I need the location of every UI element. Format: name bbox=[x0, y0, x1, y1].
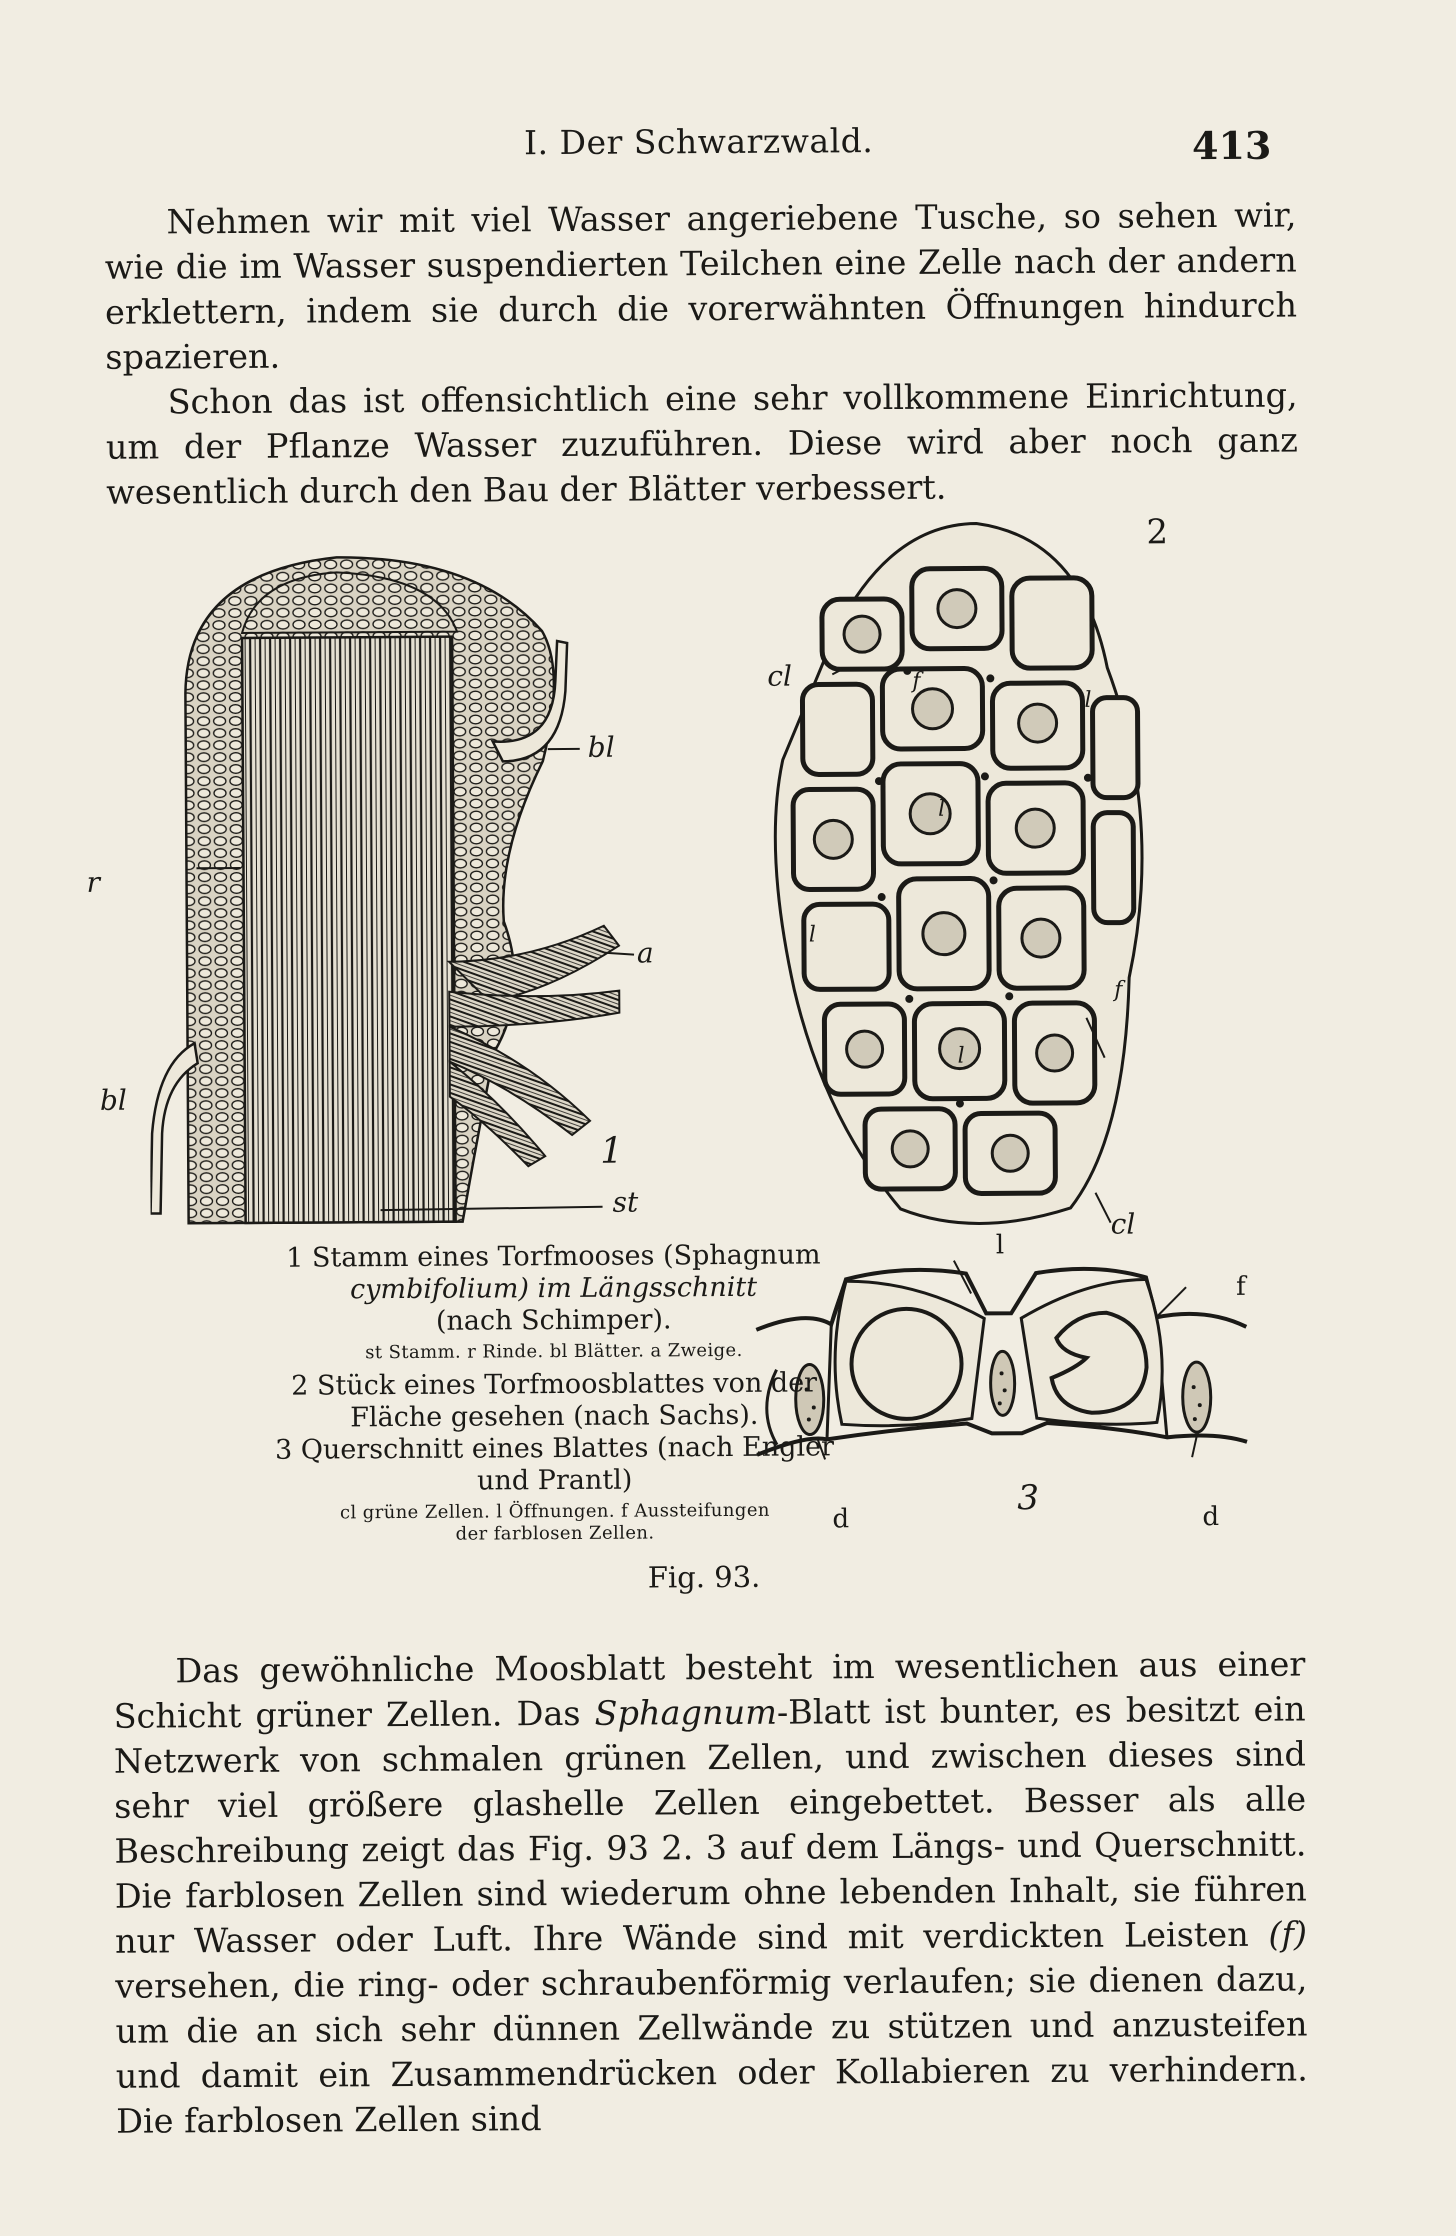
label-d-left: d bbox=[832, 1504, 849, 1534]
paragraph-3-part-3: versehen, die ring- oder schraubenförmig verlaufen; sie dienen dazu, um die an sich sehr dünnen Zellwände zu stützen und anzusteifen und damit ein Zusammendrücken oder Kollabieren zu verhindern. Die farblosen Zellen sind bbox=[115, 1959, 1308, 2140]
label-f-cross: f bbox=[1236, 1272, 1246, 1302]
caption-1-line-1: 1 Stamm eines Torfmooses (Sphagnum bbox=[251, 1239, 856, 1275]
caption-3-line-1: 3 Querschnitt eines Blattes (nach Engler bbox=[252, 1431, 857, 1467]
f-reference: (f) bbox=[1268, 1914, 1307, 1953]
top-text bbox=[104, 193, 1298, 515]
label-l-2: l bbox=[938, 797, 945, 822]
label-f-lower: f bbox=[1114, 978, 1122, 1003]
label-cl-right: cl bbox=[1111, 1208, 1136, 1241]
label-st: st bbox=[612, 1186, 638, 1219]
caption-2-line-2: Fläche gesehen (nach Sachs). bbox=[252, 1399, 857, 1435]
running-head: I. Der Schwarzwald. bbox=[524, 121, 874, 162]
caption-1-line-3: (nach Schimper). bbox=[251, 1303, 856, 1339]
label-panel-2: 2 bbox=[1146, 512, 1168, 552]
label-cl-left: cl bbox=[767, 660, 792, 693]
caption-3-legend-2: der farblosen Zellen. bbox=[252, 1521, 857, 1547]
figure-93 bbox=[146, 517, 1283, 1604]
label-a: a bbox=[637, 936, 654, 969]
caption-1-legend: st Stamm. r Rinde. bl Blätter. a Zweige. bbox=[251, 1339, 856, 1365]
label-bl-upper: bl bbox=[588, 731, 615, 764]
label-l-3: l bbox=[809, 922, 816, 947]
paragraph-2: Schon das ist offensichtlich eine sehr vollkommene Einrichtung, um der Pflanze Wasser zuzuführen. Diese wird aber noch ganz wesentlich durch den Bau der Blätter verbessert. bbox=[105, 373, 1298, 515]
label-panel-1: 1 bbox=[600, 1131, 623, 1172]
figure-legend bbox=[251, 1239, 858, 1553]
caption-3-legend-1: cl grüne Zellen. l Öffnungen. f Aussteifungen bbox=[252, 1499, 857, 1525]
paragraph-1: Nehmen wir mit viel Wasser angeriebene Tusche, so sehen wir, wie die im Wasser suspendierten Teilchen eine Zelle nach der andern erklettern, indem sie durch die vorerwähnten Öffnungen hindurch spazieren. bbox=[104, 193, 1297, 380]
caption-2-line-1: 2 Stück eines Torfmoosblattes von der bbox=[252, 1367, 857, 1403]
label-l-4: l bbox=[958, 1044, 965, 1069]
label-l-1: l bbox=[1084, 688, 1091, 713]
page-number: 413 bbox=[1192, 123, 1272, 168]
label-f-upper: f bbox=[912, 669, 920, 694]
caption-1-line-2: cymbifolium) im Längsschnitt bbox=[251, 1271, 856, 1307]
label-l-cross: l bbox=[996, 1230, 1005, 1260]
caption-3-line-2: und Prantl) bbox=[252, 1463, 857, 1499]
sphagnum-term: Sphagnum bbox=[594, 1693, 777, 1733]
leaf-surface-illustration bbox=[761, 517, 1225, 1240]
label-panel-3: 3 bbox=[1017, 1478, 1039, 1518]
label-r: r bbox=[86, 866, 100, 899]
label-d-right: d bbox=[1202, 1502, 1219, 1532]
paragraph-3 bbox=[113, 1641, 1308, 2143]
figure-number: Fig. 93. bbox=[648, 1560, 761, 1595]
stem-section-illustration bbox=[146, 520, 710, 1243]
label-bl-lower: bl bbox=[100, 1084, 127, 1117]
paragraph-3-part-1: Das gewöhnliche Moosblatt besteht im wesentlichen aus einer Schicht grüner Zellen. Das bbox=[114, 1644, 1306, 1735]
bottom-text bbox=[113, 1641, 1308, 2143]
paragraph-3-part-2: -Blatt ist bunter, es besitzt ein Netzwerk von schmalen grünen Zellen, und zwischen dieses sind sehr viel größere glashelle Zellen eingebettet. Besser als alle Beschreibung zeigt das Fig. 93 2. 3 auf dem Längs- und Querschnitt. Die farblosen Zellen sind wiederum ohne lebenden Inhalt, sie führen nur Wasser oder Luft. Ihre Wände sind mit verdickten Leisten bbox=[114, 1689, 1307, 1960]
